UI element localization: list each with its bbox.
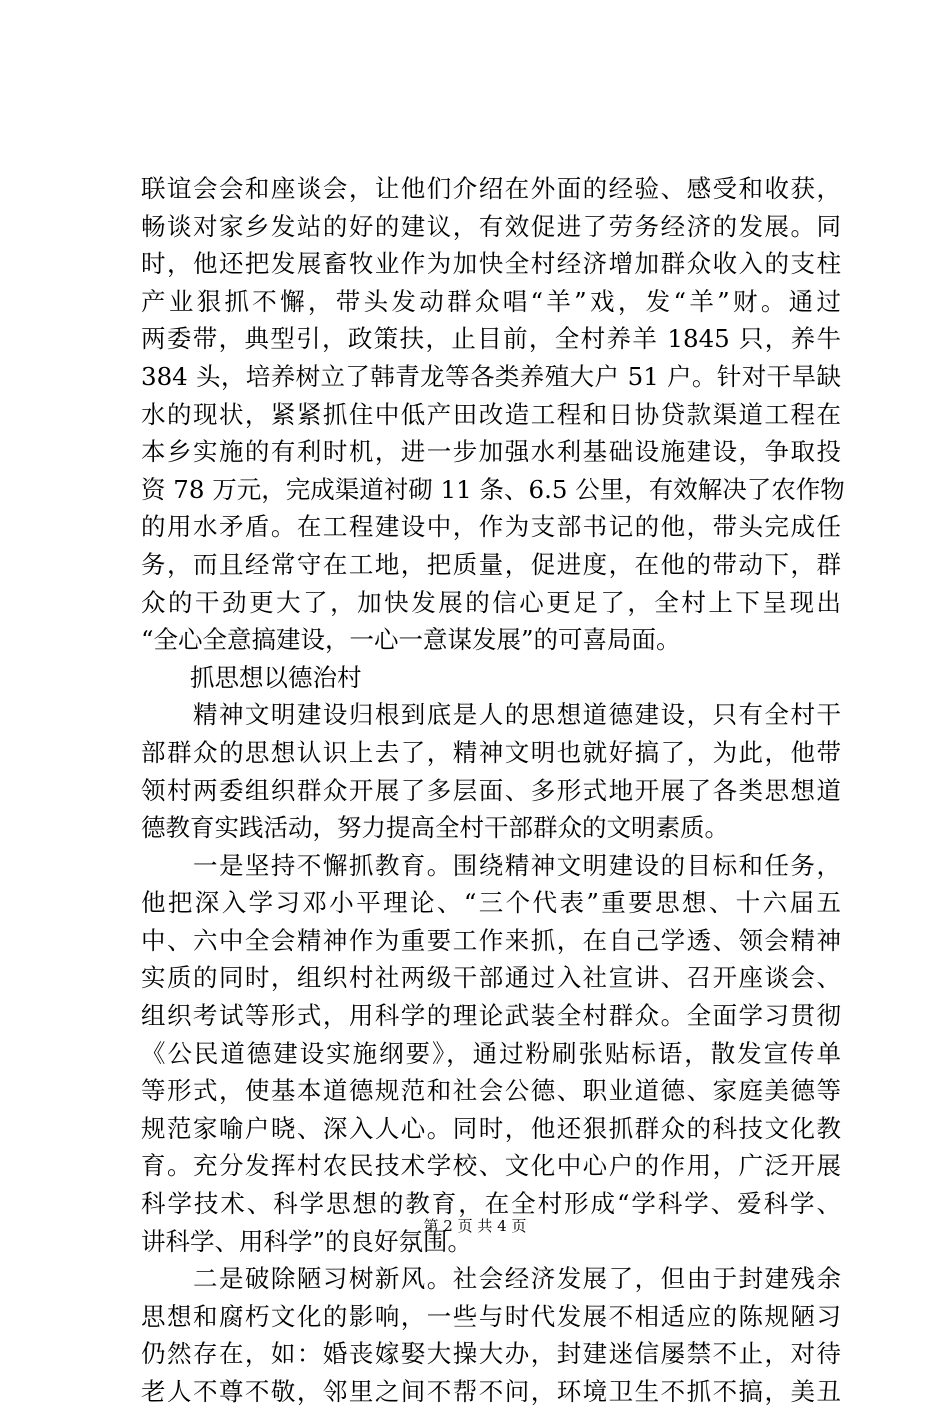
section-heading: 抓思想以德治村 bbox=[141, 662, 362, 692]
page-footer bbox=[0, 1216, 950, 1236]
text-line: 384 头，培养树立了韩青龙等各类养殖大户 51 户。针对干旱缺 bbox=[141, 361, 841, 391]
text-line: 众的干劲更大了，加快发展的信心更足了，全村上下呈现出 bbox=[141, 587, 841, 617]
text-line: 组织考试等形式，用科学的理论武装全村群众。全面学习贯彻 bbox=[141, 1001, 841, 1031]
text-line: 仍然存在，如：婚丧嫁娶大操大办，封建迷信屡禁不止，对待 bbox=[141, 1339, 841, 1369]
text-line: 中、六中全会精神作为重要工作来抓，在自己学透、领会精神 bbox=[141, 925, 841, 955]
text-line: 实质的同时，组织村社两级干部通过入社宣讲、召开座谈会、 bbox=[141, 963, 841, 993]
text-line: 联谊会会和座谈会，让他们介绍在外面的经验、感受和收获， bbox=[141, 174, 841, 203]
text-line: 一是坚持不懈抓教育。围绕精神文明建设的目标和任务， bbox=[141, 850, 841, 880]
text-line: 资 78 万元，完成渠道衬砌 11 条、6.5 公里，有效解决了农作物 bbox=[141, 474, 845, 504]
text-line: 务，而且经常守在工地，把质量，促进度，在他的带动下，群 bbox=[141, 549, 841, 579]
text-line: 产业狠抓不懈，带头发动群众唱“羊”戏，发“羊”财。通过 bbox=[141, 286, 841, 316]
text-line: 二是破除陋习树新风。社会经济发展了，但由于封建残余 bbox=[141, 1264, 841, 1294]
text-line: 《公民道德建设实施纲要》，通过粉刷张贴标语，散发宣传单 bbox=[141, 1038, 841, 1068]
text-line: 老人不尊不敬，邻里之间不帮不问，环境卫生不抓不搞，美丑 bbox=[141, 1377, 841, 1406]
text-line: 讲科学、用科学”的良好氛围。 bbox=[141, 1226, 473, 1256]
text-line: 规范家喻户晓、深入人心。同时，他还狠抓群众的科技文化教 bbox=[141, 1113, 841, 1143]
text-line: 科学技术、科学思想的教育，在全村形成“学科学、爱科学、 bbox=[141, 1189, 841, 1219]
text-line: 他把深入学习邓小平理论、“三个代表”重要思想、十六届五 bbox=[141, 888, 841, 918]
text-line: 部群众的思想认识上去了，精神文明也就好搞了，为此，他带 bbox=[141, 737, 841, 767]
text-line: 水的现状，紧紧抓住中低产田改造工程和日协贷款渠道工程在 bbox=[141, 399, 841, 429]
text-line: 精神文明建设归根到底是人的思想道德建设，只有全村干 bbox=[141, 700, 841, 730]
text-line: 时，他还把发展畜牧业作为加快全村经济增加群众收入的支柱 bbox=[141, 249, 841, 279]
text-line: 的用水矛盾。在工程建设中，作为支部书记的他，带头完成任 bbox=[141, 512, 841, 542]
page-number: 第 2 页 共 4 页 bbox=[423, 1217, 527, 1235]
text-line: 等形式，使基本道德规范和社会公德、职业道德、家庭美德等 bbox=[141, 1076, 841, 1106]
text-line: “全心全意搞建设，一心一意谋发展”的可喜局面。 bbox=[141, 625, 681, 655]
text-line: 两委带，典型引，政策扶，止目前，全村养羊 1845 只，养牛 bbox=[141, 324, 841, 354]
text-line: 本乡实施的有利时机，进一步加强水利基础设施建设，争取投 bbox=[141, 437, 841, 467]
text-line: 德教育实践活动，努力提高全村干部群众的文明素质。 bbox=[141, 813, 729, 843]
text-line: 畅谈对家乡发站的好的建议，有效促进了劳务经济的发展。同 bbox=[141, 211, 841, 241]
text-line: 育。充分发挥村农民技术学校、文化中心户的作用，广泛开展 bbox=[141, 1151, 841, 1181]
text-line: 思想和腐朽文化的影响，一些与时代发展不相适应的陈规陋习 bbox=[141, 1301, 841, 1331]
text-line: 领村两委组织群众开展了多层面、多形式地开展了各类思想道 bbox=[141, 775, 841, 805]
